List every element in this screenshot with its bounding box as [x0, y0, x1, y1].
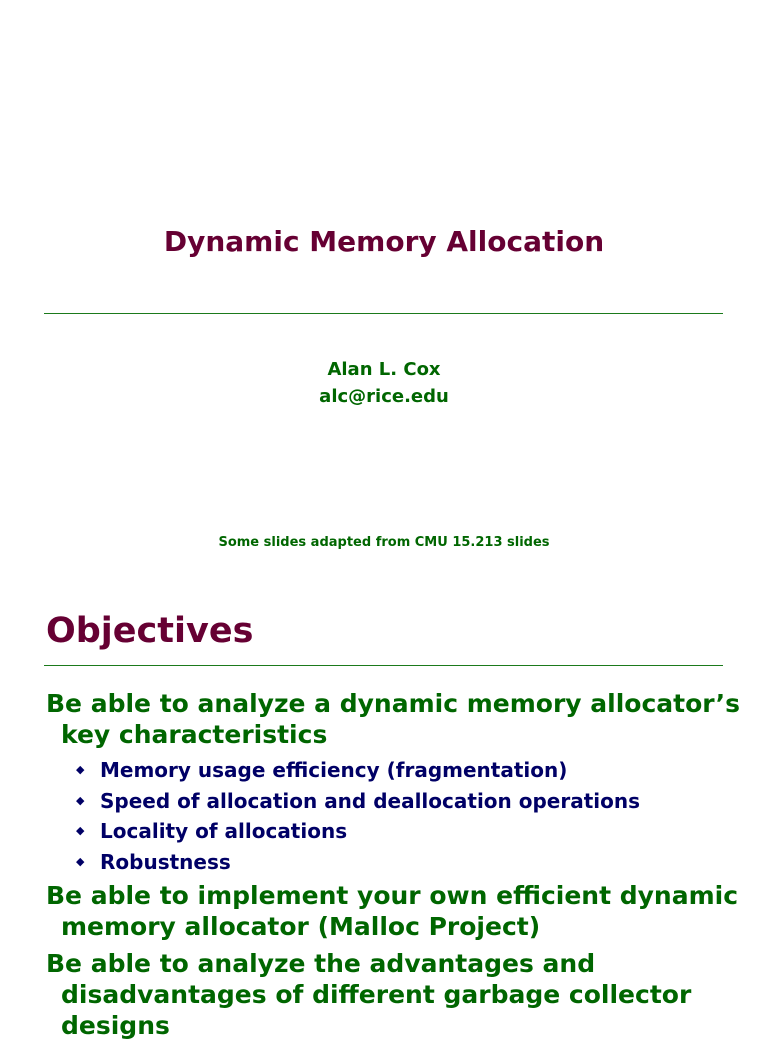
- objectives-divider: [44, 665, 723, 666]
- slide-title: Dynamic Memory Allocation: [163, 225, 605, 258]
- sub-objective-label: Memory usage efficiency (fragmentation): [100, 758, 568, 782]
- author-email: alc@rice.edu: [319, 386, 449, 407]
- sub-objective-label: Speed of allocation and deallocation operations: [100, 789, 641, 813]
- objective-item: Be able to implement your own efficient dynamic memory allocator (Malloc Project): [46, 881, 739, 941]
- slides-credit: Some slides adapted from CMU 15.213 slides: [218, 535, 550, 550]
- objective-item: Be able to analyze the advantages and disadvantages of different garbage collector designs: [46, 949, 692, 1040]
- author-name: Alan L. Cox: [327, 359, 441, 380]
- objectives-title: Objectives: [46, 611, 254, 651]
- sub-objective-label: Robustness: [100, 850, 231, 874]
- diamond-bullet-icon: ◆: [76, 763, 85, 776]
- objective-item: Be able to analyze a dynamic memory allocator’s key characteristics: [46, 689, 741, 749]
- diamond-bullet-icon: ◆: [76, 794, 85, 807]
- diamond-bullet-icon: ◆: [76, 824, 85, 837]
- diamond-bullet-icon: ◆: [76, 855, 85, 868]
- sub-objective-label: Locality of allocations: [100, 819, 348, 843]
- title-divider: [44, 313, 723, 314]
